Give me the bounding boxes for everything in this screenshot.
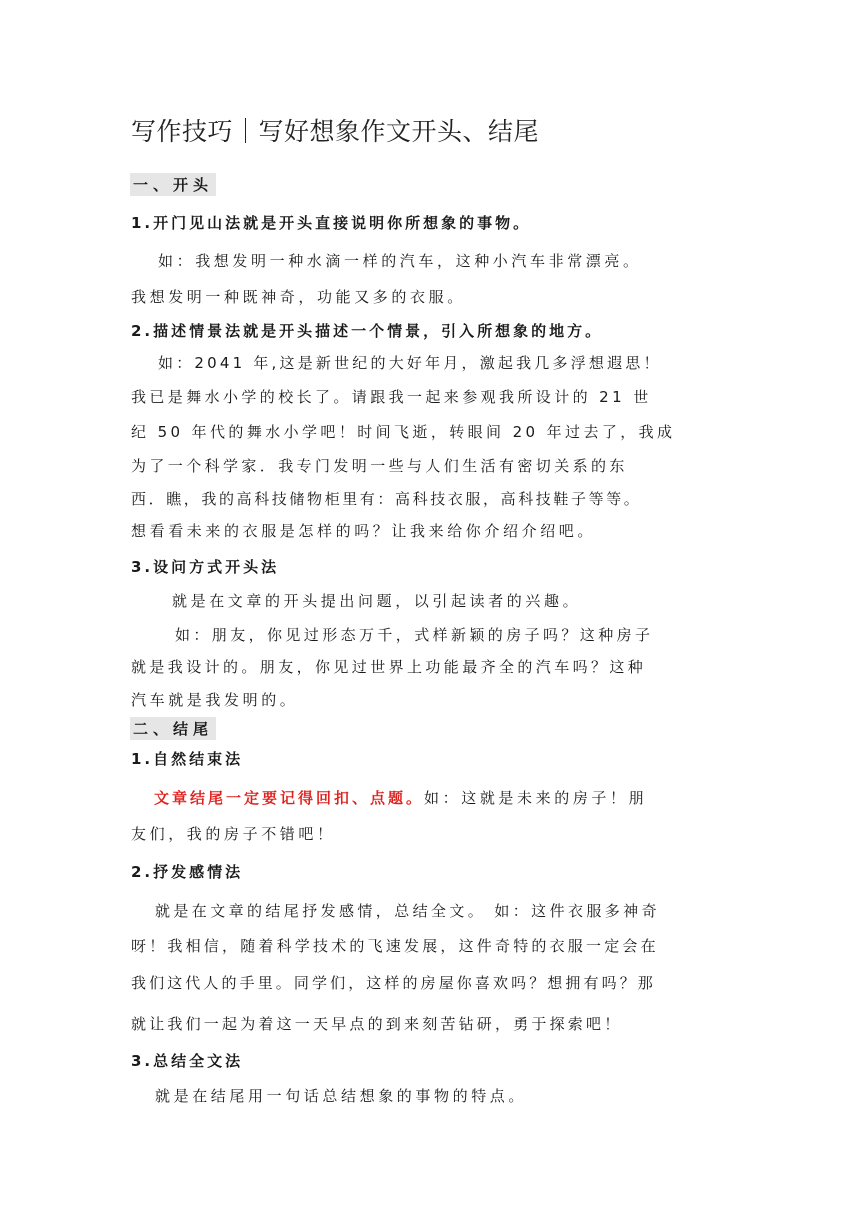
paragraph-line: 如：朋友，你见过形态万千，式样新颖的房子吗？这种房子 <box>175 626 654 644</box>
paragraph-line: 就是我设计的。朋友，你见过世界上功能最齐全的汽车吗？这种 <box>131 658 647 676</box>
paragraph-line: 想看看未来的衣服是怎样的吗？让我来给你介绍介绍吧。 <box>131 522 597 540</box>
paragraph-line: 呀！我相信，随着科学技术的飞速发展，这件奇特的衣服一定会在 <box>131 937 659 955</box>
paragraph-line: 如：我想发明一种水滴一样的汽车，这种小汽车非常漂亮。 <box>158 252 642 270</box>
subheading: 2.描述情景法就是开头描述一个情景，引入所想象的地方。 <box>131 322 604 340</box>
section-heading-opening: 一、开头 <box>130 173 216 196</box>
subheading: 2.抒发感情法 <box>131 863 244 881</box>
subheading: 1.自然结束法 <box>131 750 244 768</box>
paragraph-line: 我想发明一种既神奇，功能又多的衣服。 <box>131 288 466 306</box>
paragraph-line: 为了一个科学家．我专门发明一些与人们生活有密切关系的东 <box>131 457 628 475</box>
paragraph-line: 就让我们一起为着这一天早点的到来刻苦钻研，勇于探索吧！ <box>131 1015 623 1033</box>
paragraph-line: 如：2041 年,这是新世纪的大好年月，激起我几多浮想遐思！ <box>158 354 662 372</box>
paragraph-line <box>154 787 647 808</box>
paragraph-line: 汽车就是我发明的。 <box>131 691 299 709</box>
page-title: 写作技巧｜写好想象作文开头、结尾 <box>131 117 540 146</box>
subheading: 3.总结全文法 <box>131 1052 244 1070</box>
paragraph-line: 我已是舞水小学的校长了。请跟我一起来参观我所设计的 21 世 <box>131 388 652 406</box>
paragraph-line: 友们，我的房子不错吧！ <box>131 825 336 843</box>
paragraph-text: 如：这就是未来的房子！朋 <box>424 789 648 807</box>
paragraph-line: 纪 50 年代的舞水小学吧！时间飞逝，转眼间 20 年过去了，我成 <box>131 423 676 441</box>
paragraph-line: 就是在文章的结尾抒发感情，总结全文。 如：这件衣服多神奇 <box>155 902 660 920</box>
emphasis-text: 文章结尾一定要记得回扣、点题。 <box>154 789 425 807</box>
paragraph-line: 就是在文章的开头提出问题，以引起读者的兴趣。 <box>172 592 582 610</box>
section-heading-ending: 二、结尾 <box>130 717 216 740</box>
paragraph-line: 我们这代人的手里。同学们，这样的房屋你喜欢吗？想拥有吗？那 <box>131 974 656 992</box>
paragraph-line: 西．瞧，我的高科技储物柜里有：高科技衣服，高科技鞋子等等。 <box>131 490 642 508</box>
subheading: 1.开门见山法就是开头直接说明你所想象的事物。 <box>131 214 532 232</box>
subheading: 3.设问方式开头法 <box>131 558 280 576</box>
paragraph-line: 就是在结尾用一句话总结想象的事物的特点。 <box>155 1087 528 1105</box>
